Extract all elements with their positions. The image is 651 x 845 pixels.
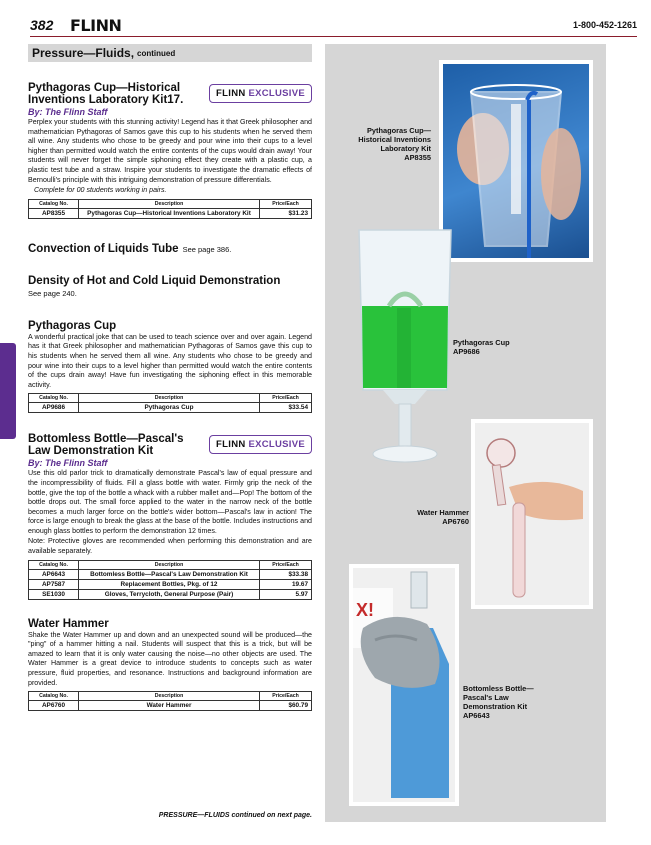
product-note: Note: Protective gloves are recommended when performing this demonstration and are available separately.	[28, 537, 312, 556]
caption-bottle: Bottomless Bottle— Pascal's Law Demonstration Kit AP6643	[463, 684, 534, 720]
caption-hammer: Water Hammer AP6760	[417, 508, 469, 526]
product-density	[28, 275, 312, 298]
bottomless-bottle-photo	[349, 564, 459, 806]
table-row: AP7587 Replacement Bottles, Pkg. of 12 19.67	[29, 579, 312, 589]
see-page-ref: See page 240.	[28, 288, 77, 298]
product-description: Use this old parlor trick to dramatically demonstrate Pascal's law of equal pressure and the incompressibility of fluids. Fill a glass bottle with water. Firmly grip the neck of the bottle, give the top of the bottle a whack with a rubber mallet and—Pop! The bottom of the bottle drops out. The small force applied to the water in the narrow neck of the bottle becomes a much larger force on the bottle's wider bottom—Pascal's law in action! The force is large enough to break the glass at the base of the bottle. Includes instructions and enough glass bottles to perform the demonstration 12 times.	[28, 469, 312, 535]
price-table: Catalog No. Description Price/Each AP8355 Pythagoras Cup—Historical Inventions Laboratory Kit $31.23	[28, 199, 312, 219]
flinn-exclusive-badge: FLINN EXCLUSIVE	[209, 84, 312, 103]
product-title: Convection of Liquids Tube	[28, 242, 179, 255]
product-convection	[28, 243, 312, 255]
photo-panel	[325, 44, 606, 822]
price-table: Catalog No. Description Price/Each AP6643 Bottomless Bottle—Pascal's Law Demonstration Kit $33.38 AP7587 Replacement Bottles, Pkg. of 12 19.67 SE1030 Gloves, Terrycloth, General Purpose (Pair) 5.97	[28, 560, 312, 600]
left-column	[28, 44, 312, 711]
pythagoras-kit-photo	[439, 60, 593, 262]
phone-number: 1-800-452-1261	[572, 20, 637, 30]
table-row: AP9686 Pythagoras Cup $33.54	[29, 403, 312, 413]
page-number: 382	[30, 17, 54, 33]
water-hammer-photo	[471, 419, 593, 609]
product-pythagoras-kit	[28, 82, 312, 219]
table-row: SE1030 Gloves, Terrycloth, General Purpose (Pair) 5.97	[29, 589, 312, 599]
product-title: Pythagoras Cup	[28, 319, 117, 332]
flinn-exclusive-badge: FLINN EXCLUSIVE	[209, 435, 312, 454]
header-rule	[30, 36, 637, 37]
brand-logo: FLINN	[70, 15, 122, 35]
product-title: Density of Hot and Cold Liquid Demonstration	[28, 274, 281, 287]
section-suffix: continued	[137, 48, 176, 58]
price-table: Catalog No. Description Price/Each AP6760 Water Hammer $60.79	[28, 691, 312, 711]
page-footer: PRESSURE—FLUIDS continued on next page.	[158, 812, 312, 819]
product-title: Pythagoras Cup—Historical Inventions Laboratory Kit17.	[28, 82, 184, 106]
product-bottomless-bottle	[28, 433, 312, 599]
table-row: AP6643 Bottomless Bottle—Pascal's Law Demonstration Kit $33.38	[29, 569, 312, 579]
product-water-hammer	[28, 618, 312, 712]
product-description: A wonderful practical joke that can be used to teach science over and over again. Legend has it that Greek philosopher and mathematician Pythagoras of Samos gave this cup to his students when he served them all wine. Any students who chose to be greedy and pour wine into their cups to a level higher than permitted would watch the entire contents of the cups drain away! Have fun investigating the siphoning effect in this memorable activity.	[28, 332, 312, 389]
product-title: Water Hammer	[28, 617, 109, 630]
see-page-ref: See page 386.	[182, 244, 232, 254]
section-title-bar	[28, 44, 312, 62]
table-row: AP6760 Water Hammer $60.79	[29, 701, 312, 711]
pythagoras-cup-photo	[353, 228, 457, 468]
page-header	[30, 14, 637, 36]
svg-text:X!: X!	[356, 600, 374, 620]
product-author: By: The Flinn Staff	[28, 458, 108, 469]
product-description: Shake the Water Hammer up and down and an unexpected sound will be produced—the "ping" of a hammer hitting a nail. Students will suspect that this is a trick, but will be amazed to learn that it is only water causing the noise—no other objects are used. The Water Hammer is a great device to introduce students to concepts such as water pressure, fluid properties, and resonance. Instructions and background information are provided.	[28, 630, 312, 687]
caption-cup: Pythagoras Cup AP9686	[453, 338, 510, 356]
table-row: AP8355 Pythagoras Cup—Historical Inventions Laboratory Kit $31.23	[29, 208, 312, 218]
section-tab	[0, 343, 16, 439]
product-title: Bottomless Bottle—Pascal's Law Demonstration Kit	[28, 433, 184, 458]
product-pythagoras-cup	[28, 320, 312, 414]
caption-kit: Pythagoras Cup— Historical Inventions Laboratory Kit AP8355	[358, 126, 431, 162]
price-table: Catalog No. Description Price/Each AP9686 Pythagoras Cup $33.54	[28, 393, 312, 413]
section-title: Pressure—Fluids,	[32, 46, 135, 60]
product-author: By: The Flinn Staff	[28, 107, 108, 117]
product-note: Complete for 00 students working in pairs.	[34, 186, 167, 195]
product-description: Perplex your students with this stunning activity! Legend has it that Greek philosopher and mathematician Pythagoras of Samos gave this cup to his students when he served them all wine. Any students who chose to be greedy and pour wine into their cups to a level higher than permitted would watch the entire contents of the cups would drain away! Your students will never forget the simple siphoning effect they create with a plastic cup, a plastic test tube and a straw. Inspire your students to investigate the dramatic effects of Bernoulli's principle with this intriguing demonstration of pressure differentials.	[28, 118, 312, 184]
